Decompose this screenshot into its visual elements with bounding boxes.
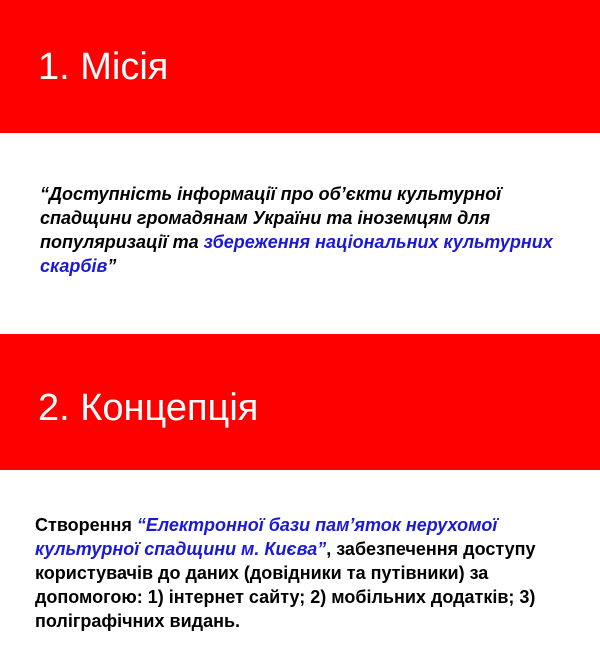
mission-text-highlight: збереження національних культурних скарбів: [40, 232, 553, 276]
mission-text-part2: ”: [107, 256, 117, 276]
concept-text-highlight: “Електронної бази пам’яток нерухомої культурної спадщини м. Києва”: [35, 515, 498, 559]
concept-heading: 2. Концепція: [38, 387, 259, 429]
concept-text-part2: , забезпечення доступу користувачів до даних (довідники та путівники) за допомогою: 1) інтернет сайту; 2) мобільних додатків; 3) поліграфічних видань.: [35, 539, 536, 631]
concept-header-band: [0, 334, 600, 470]
mission-header-band: [0, 0, 600, 133]
concept-text: [35, 513, 580, 633]
mission-heading: 1. Місія: [38, 46, 169, 88]
mission-text-part1: “Доступність інформації про об’єкти культурної спадщини громадянам України та іноземцям для популяризації та: [40, 184, 502, 252]
mission-text: [40, 182, 580, 278]
concept-text-part1: Створення: [35, 515, 137, 535]
